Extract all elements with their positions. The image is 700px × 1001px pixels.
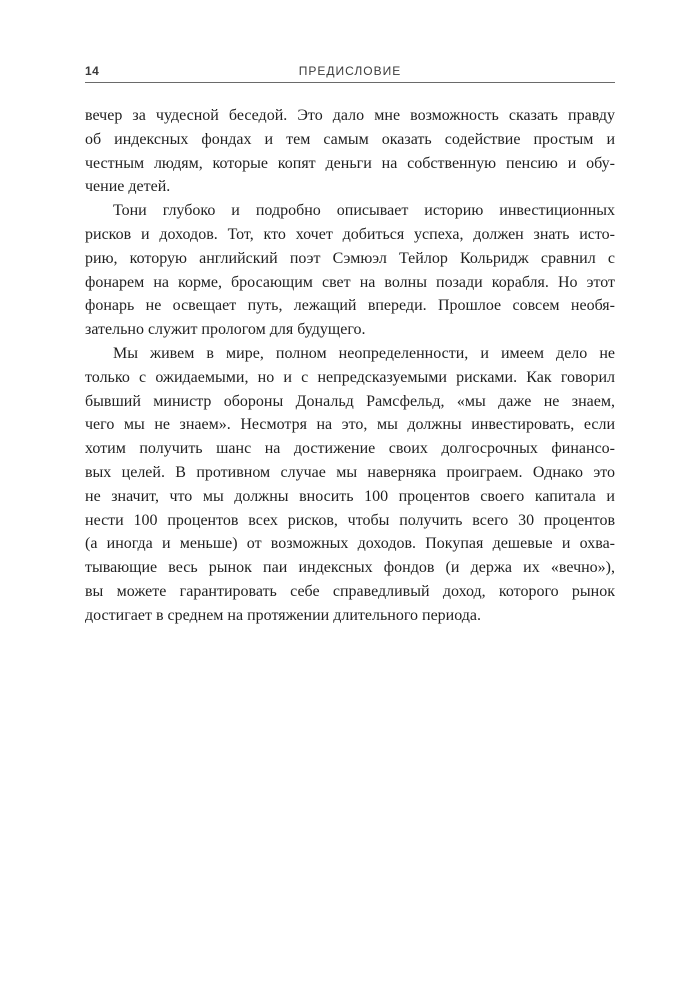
text-line: (а иногда и меньше) от возможных доходов. Покупая дешевые и охва- [85,535,615,553]
page-number: 14 [85,64,100,78]
text-line: хотим получить шанс на достижение своих долгосрочных финансо- [85,440,615,458]
text-line: чего мы не знаем». Несмотря на это, мы должны инвестировать, если [85,416,615,434]
text-line: вых целей. В противном случае мы наверняка проиграем. Однако это [85,463,615,481]
text-line: нести 100 процентов всех рисков, чтобы получить всего 30 процентов [85,511,615,529]
text-line: только с ожидаемыми, но и с непредсказуемыми рисками. Как говорил [85,368,615,386]
text-line: чение детей. [85,178,171,196]
text-line: рию, которую английский поэт Сэмюэл Тейлор Кольридж сравнил с [85,249,615,267]
section-title: ПРЕДИСЛОВИЕ [298,64,402,78]
text-line: вы можете гарантировать себе справедливый доход, которого рынок [85,582,615,600]
text-line: Мы живем в мире, полном неопределенности, и имеем дело не [113,344,615,362]
text-line: вечер за чудесной беседой. Это дало мне возможность сказать правду [85,107,615,124]
text-line: об индексных фондах и тем самым оказать содействие простым и [85,130,615,148]
text-line: Тони глубоко и подробно описывает историю инвестиционных [113,202,615,220]
text-line: зательно служит прологом для будущего. [85,321,366,339]
text-line: честным людям, которые копят деньги на собственную пенсию и обу- [85,154,615,172]
text-line: достигает в среднем на протяжении длительного периода. [85,606,482,624]
text-body [85,104,615,628]
text-line: рисков и доходов. Тот, кто хочет добиться успеха, должен знать исто- [85,225,615,243]
text-line: фонарем на корме, бросающим свет на волны позади корабля. Но этот [85,273,615,291]
text-line: не значит, что мы должны вносить 100 процентов своего капитала и [85,487,615,505]
running-header [85,60,615,83]
text-line: фонарь не освещает путь, лежащий впереди. Прошлое совсем необя- [85,297,615,315]
text-line: бывший министр обороны Дональд Рамсфельд, «мы даже не знаем, [85,392,615,410]
text-line: тывающие весь рынок паи индексных фондов (и держа их «вечно»), [85,559,615,577]
